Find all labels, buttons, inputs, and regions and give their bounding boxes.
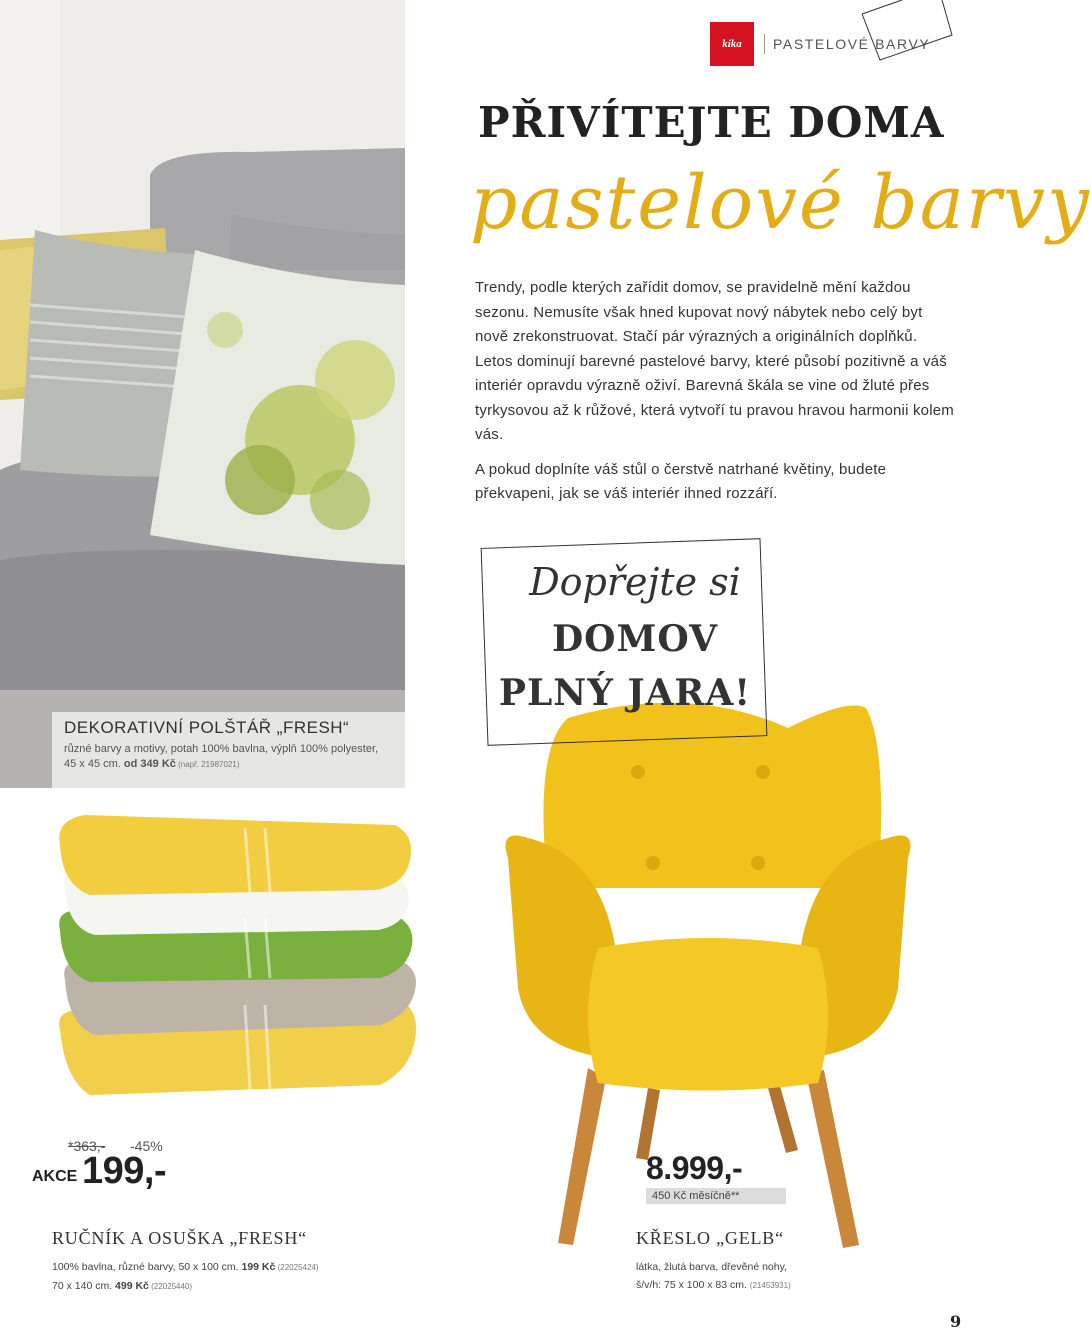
paragraph-1: Trendy, podle kterých zařídit domov, se pravidelně mění každou sezonu. Nemusíte však hned kupovat nový nábytek nebo celý byt nově zrekonstruovat. Stačí pár výrazných a originálních doplňků. Letos dominují barevné pastelové barvy, které působí pozitivně a váš interiér opravdu výrazně oživí. Barevná škála se vine od žluté přes tyrkysovou až k růžové, která vytvoří tu pravou hravou harmonii kolem vás. (475, 279, 954, 443)
towel-price: 199,- (82, 1150, 167, 1192)
cushion-caption (52, 712, 405, 788)
kika-logo: kika (710, 22, 754, 66)
towel-discount: -45% (130, 1138, 163, 1154)
towel-description (52, 1258, 382, 1296)
promo-line-1: Dopřejte si (529, 560, 741, 604)
chair-price: 8.999,- (646, 1150, 743, 1186)
cushion-price: od 349 Kč (123, 758, 176, 770)
towel-line2-code: (22025440) (148, 1282, 193, 1291)
paragraph-2: A pokud doplníte váš stůl o čerstvě natrhané květiny, budete překvapeni, jak se váš interiér ihned rozzáří. (475, 460, 887, 502)
cushion-title: DEKORATIVNÍ POLŠTÁŘ „FRESH“ (64, 718, 350, 737)
cushion-description (64, 742, 397, 772)
cushion-code: (např. 21987021) (175, 760, 240, 769)
cushion-desc-line1: různé barvy a motivy, potah 100% bavlna, výplň 100% polyester, (64, 743, 379, 755)
corner-decoration (862, 0, 989, 80)
towel-line1-code: (22025424) (275, 1263, 319, 1272)
towel-line2-price: 499 Kč (115, 1280, 149, 1292)
sofa-illustration (0, 0, 405, 788)
chair-code: (21453931) (749, 1281, 791, 1290)
script-title: pastelové barvy (470, 160, 1091, 246)
monthly-payment: 450 Kč měsíčně** (646, 1188, 786, 1204)
towel-line1-price: 199 Kč (241, 1261, 276, 1273)
page-number: 9 (950, 1312, 962, 1331)
sofa-cushion-photo (0, 0, 405, 788)
section-title: PASTELOVÉ BARVY (764, 34, 930, 54)
towel-stack-illustration (40, 800, 430, 1130)
chair-desc-line1: látka, žlutá barva, dřevěné nohy, (636, 1261, 787, 1273)
promo-line-3: PLNÝ JARA! (498, 672, 752, 714)
promo-line-2: DOMOV (551, 618, 719, 660)
towel-line1: 100% bavlna, různé barvy, 50 x 100 cm. (52, 1261, 242, 1273)
chair-description (636, 1258, 876, 1295)
chair-title: KŘESLO „GELB“ (636, 1228, 784, 1248)
towel-old-price: *363,- (68, 1138, 106, 1154)
chair-desc-size: š/v/h: 75 x 100 x 83 cm. (636, 1279, 750, 1291)
towel-title: RUČNÍK A OSUŠKA „FRESH“ (52, 1228, 307, 1248)
article-body (475, 276, 955, 507)
cushion-desc-size: 45 x 45 cm. (64, 758, 124, 770)
akce-label: AKCE (32, 1168, 78, 1185)
headline: PŘIVÍTEJTE DOMA (478, 98, 945, 147)
towel-line2: 70 x 140 cm. (52, 1280, 116, 1292)
